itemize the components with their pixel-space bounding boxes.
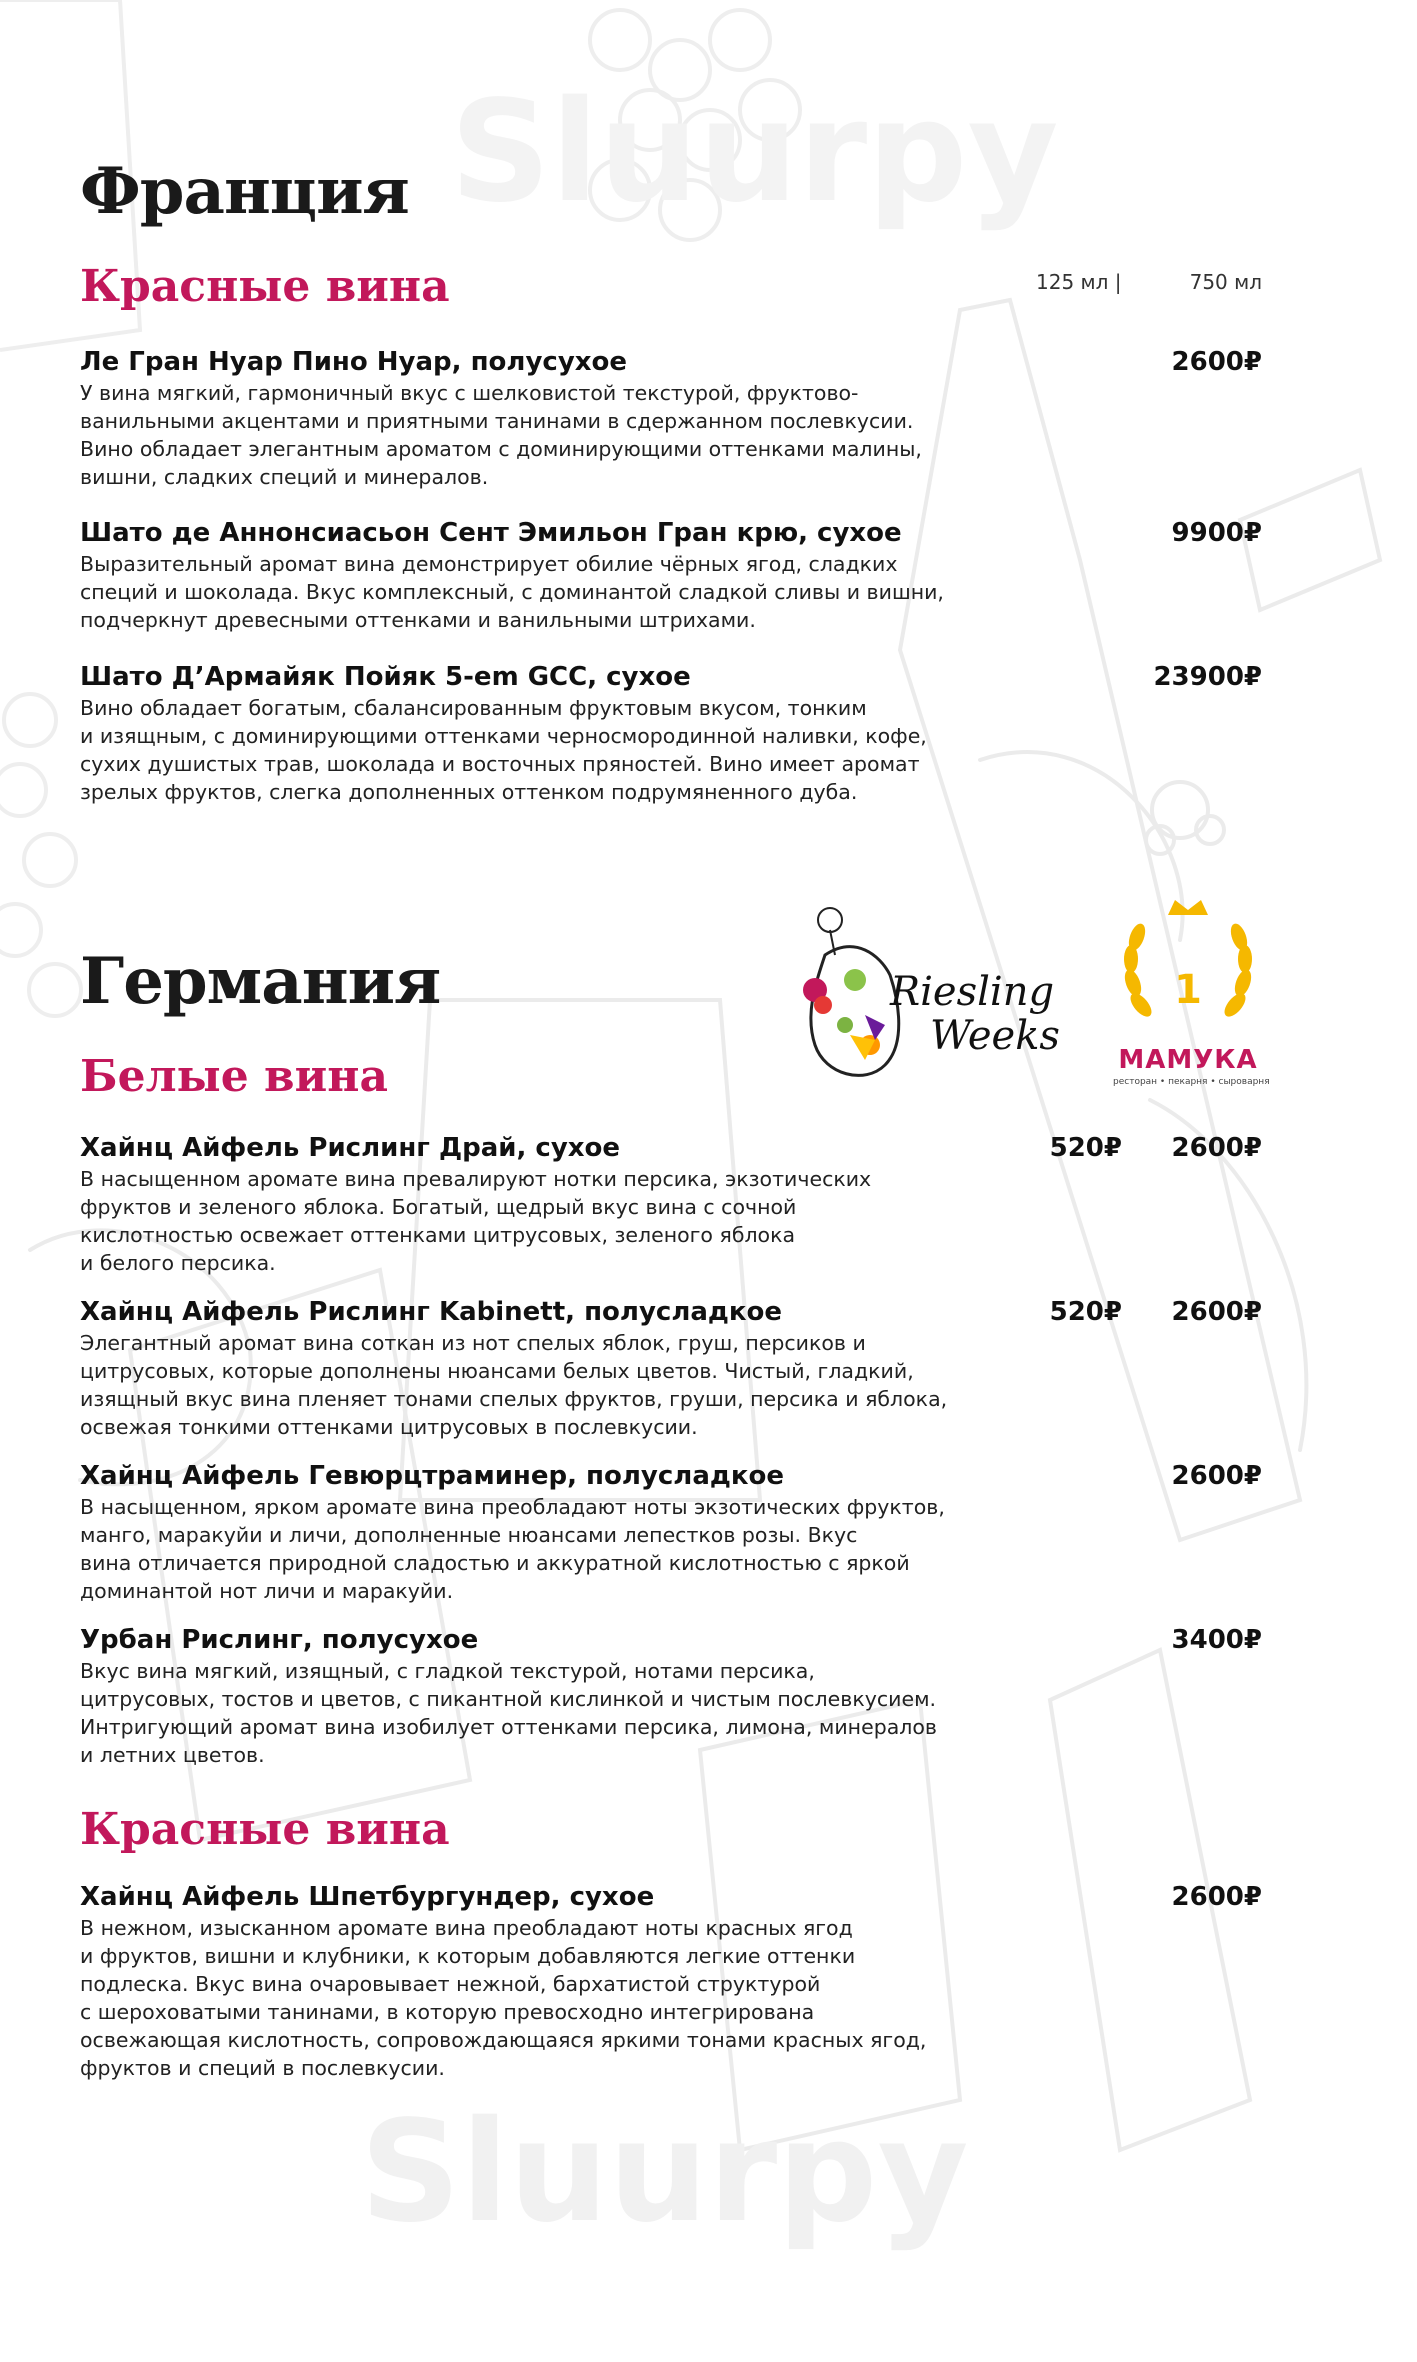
price-750: 2600₽ xyxy=(1171,1297,1262,1327)
category-red-wines-germany: Красные вина xyxy=(80,1804,450,1855)
wine-description: В нежном, изысканном аромате вина преобладают ноты красных ягод и фруктов, вишни и клубники, к которым добавляются легкие оттенки подлеска. Вкус вина очаровывает нежной, бархатистой структурой с шероховатыми танинами, в которую превосходно интегрирована освежающая кислотность, сопровождающаяся яркими тонами красных ягод, фруктов и специй в послевкусии. xyxy=(80,1916,927,2080)
wine-item xyxy=(80,1131,1262,1277)
category-red-wines-france: Красные вина xyxy=(80,261,450,312)
wine-item xyxy=(80,660,1262,806)
wine-name: Хайнц Айфель Гевюрцтраминер, полусладкое xyxy=(80,1461,785,1491)
price-750: 2600₽ xyxy=(1171,1882,1262,1912)
wine-description: В насыщенном, ярком аромате вина преобладают ноты экзотических фруктов, манго, маракуйи и личи, дополненные нюансами лепестков розы. Вкус вина отличается природной сладостью и аккуратной кислотностью с яркой доминантой нот личи и маракуйи. xyxy=(80,1495,945,1603)
category-white-wines: Белые вина xyxy=(80,1051,388,1102)
mamuka-number: 1 xyxy=(1174,967,1202,1013)
wine-name: Ле Гран Нуар Пино Нуар, полусухое xyxy=(80,347,628,377)
price-750: 9900₽ xyxy=(1171,518,1262,548)
price-750: 2600₽ xyxy=(1171,1461,1262,1491)
wine-description: В насыщенном аромате вина превалируют нотки персика, экзотических фруктов и зеленого яблока. Богатый, щедрый вкус вина с сочной кислотностью освежает оттенками цитрусовых, зеленого яблока и белого персика. xyxy=(80,1167,872,1275)
price-750: 2600₽ xyxy=(1171,347,1262,377)
country-heading-france: Франция xyxy=(80,154,409,229)
wine-description: Вкус вина мягкий, изящный, с гладкой текстурой, нотами персика, цитрусовых, тостов и цветов, с пикантной кислинкой и чистым послевкусием. Интригующий аромат вина изобилует оттенками персика, лимона, минералов и летних цветов. xyxy=(80,1659,937,1767)
volume-125: 125 мл | xyxy=(1036,270,1122,294)
wine-name: Шато Д’Армайяк Пойяк 5-em GCC, сухое xyxy=(80,662,691,692)
partner-logos xyxy=(795,895,1270,1095)
riesling-weeks-text: Riesling Weeks xyxy=(890,969,1060,1059)
wine-name: Шато де Аннонсиасьон Сент Эмильон Гран крю, сухое xyxy=(80,518,902,548)
wine-description: У вина мягкий, гармоничный вкус с шелковистой текстурой, фруктово- ванильными акцентами и приятными танинами в сдержанном послевкусии. Вино обладает элегантным ароматом с доминирующими оттенками малины, вишни, сладких специй и минералов. xyxy=(80,381,922,489)
watermark-bottom: Sluurpy xyxy=(360,2091,969,2254)
mamuka-tagline: ресторан • пекарня • сыроварня xyxy=(1113,1077,1270,1087)
wine-item xyxy=(80,345,1262,491)
price-750: 2600₽ xyxy=(1171,1133,1262,1163)
volume-750: 750 мл xyxy=(1189,270,1262,294)
price-125: 520₽ xyxy=(1049,1133,1122,1163)
wine-name: Хайнц Айфель Шпетбургундер, сухое xyxy=(80,1882,655,1912)
wine-item xyxy=(80,1623,1262,1769)
wine-description: Выразительный аромат вина демонстрирует обилие чёрных ягод, сладких специй и шоколада. Вкус комплексный, с доминантой сладкой сливы и вишни, подчеркнут древесными оттенками и ванильными штрихами. xyxy=(80,552,944,632)
price-750: 23900₽ xyxy=(1153,662,1262,692)
wine-item xyxy=(80,1459,1262,1605)
flower-icon xyxy=(818,908,842,932)
price-125: 520₽ xyxy=(1049,1297,1122,1327)
wine-name: Хайнц Айфель Рислинг Драй, сухое xyxy=(80,1133,621,1163)
wine-item xyxy=(80,1295,1262,1441)
mamuka-name: МАМУКА xyxy=(1118,1045,1258,1075)
wine-name: Хайнц Айфель Рислинг Kabinett, полусладкое xyxy=(80,1297,783,1327)
wine-name: Урбан Рислинг, полусухое xyxy=(80,1625,479,1655)
wine-item xyxy=(80,1880,1262,2082)
watermark-top: Sluurpy xyxy=(450,71,1059,234)
wine-description: Вино обладает богатым, сбалансированным фруктовым вкусом, тонким и изящным, с доминирующими оттенками черносмородинной наливки, кофе, сухих душистых трав, шоколада и восточных пряностей. Вино имеет аромат зрелых фруктов, слегка дополненных оттенком подрумяненного дуба. xyxy=(80,696,927,804)
country-heading-germany: Германия xyxy=(80,944,441,1019)
wine-description: Элегантный аромат вина соткан из нот спелых яблок, груш, персиков и цитрусовых, которые дополнены нюансами белых цветов. Чистый, гладкий, изящный вкус вина пленяет тонами спелых фруктов, груши, персика и яблока, освежая тонкими оттенками цитрусовых в послевкусии. xyxy=(80,1331,948,1439)
wine-item xyxy=(80,516,1262,634)
price-750: 3400₽ xyxy=(1171,1625,1262,1655)
